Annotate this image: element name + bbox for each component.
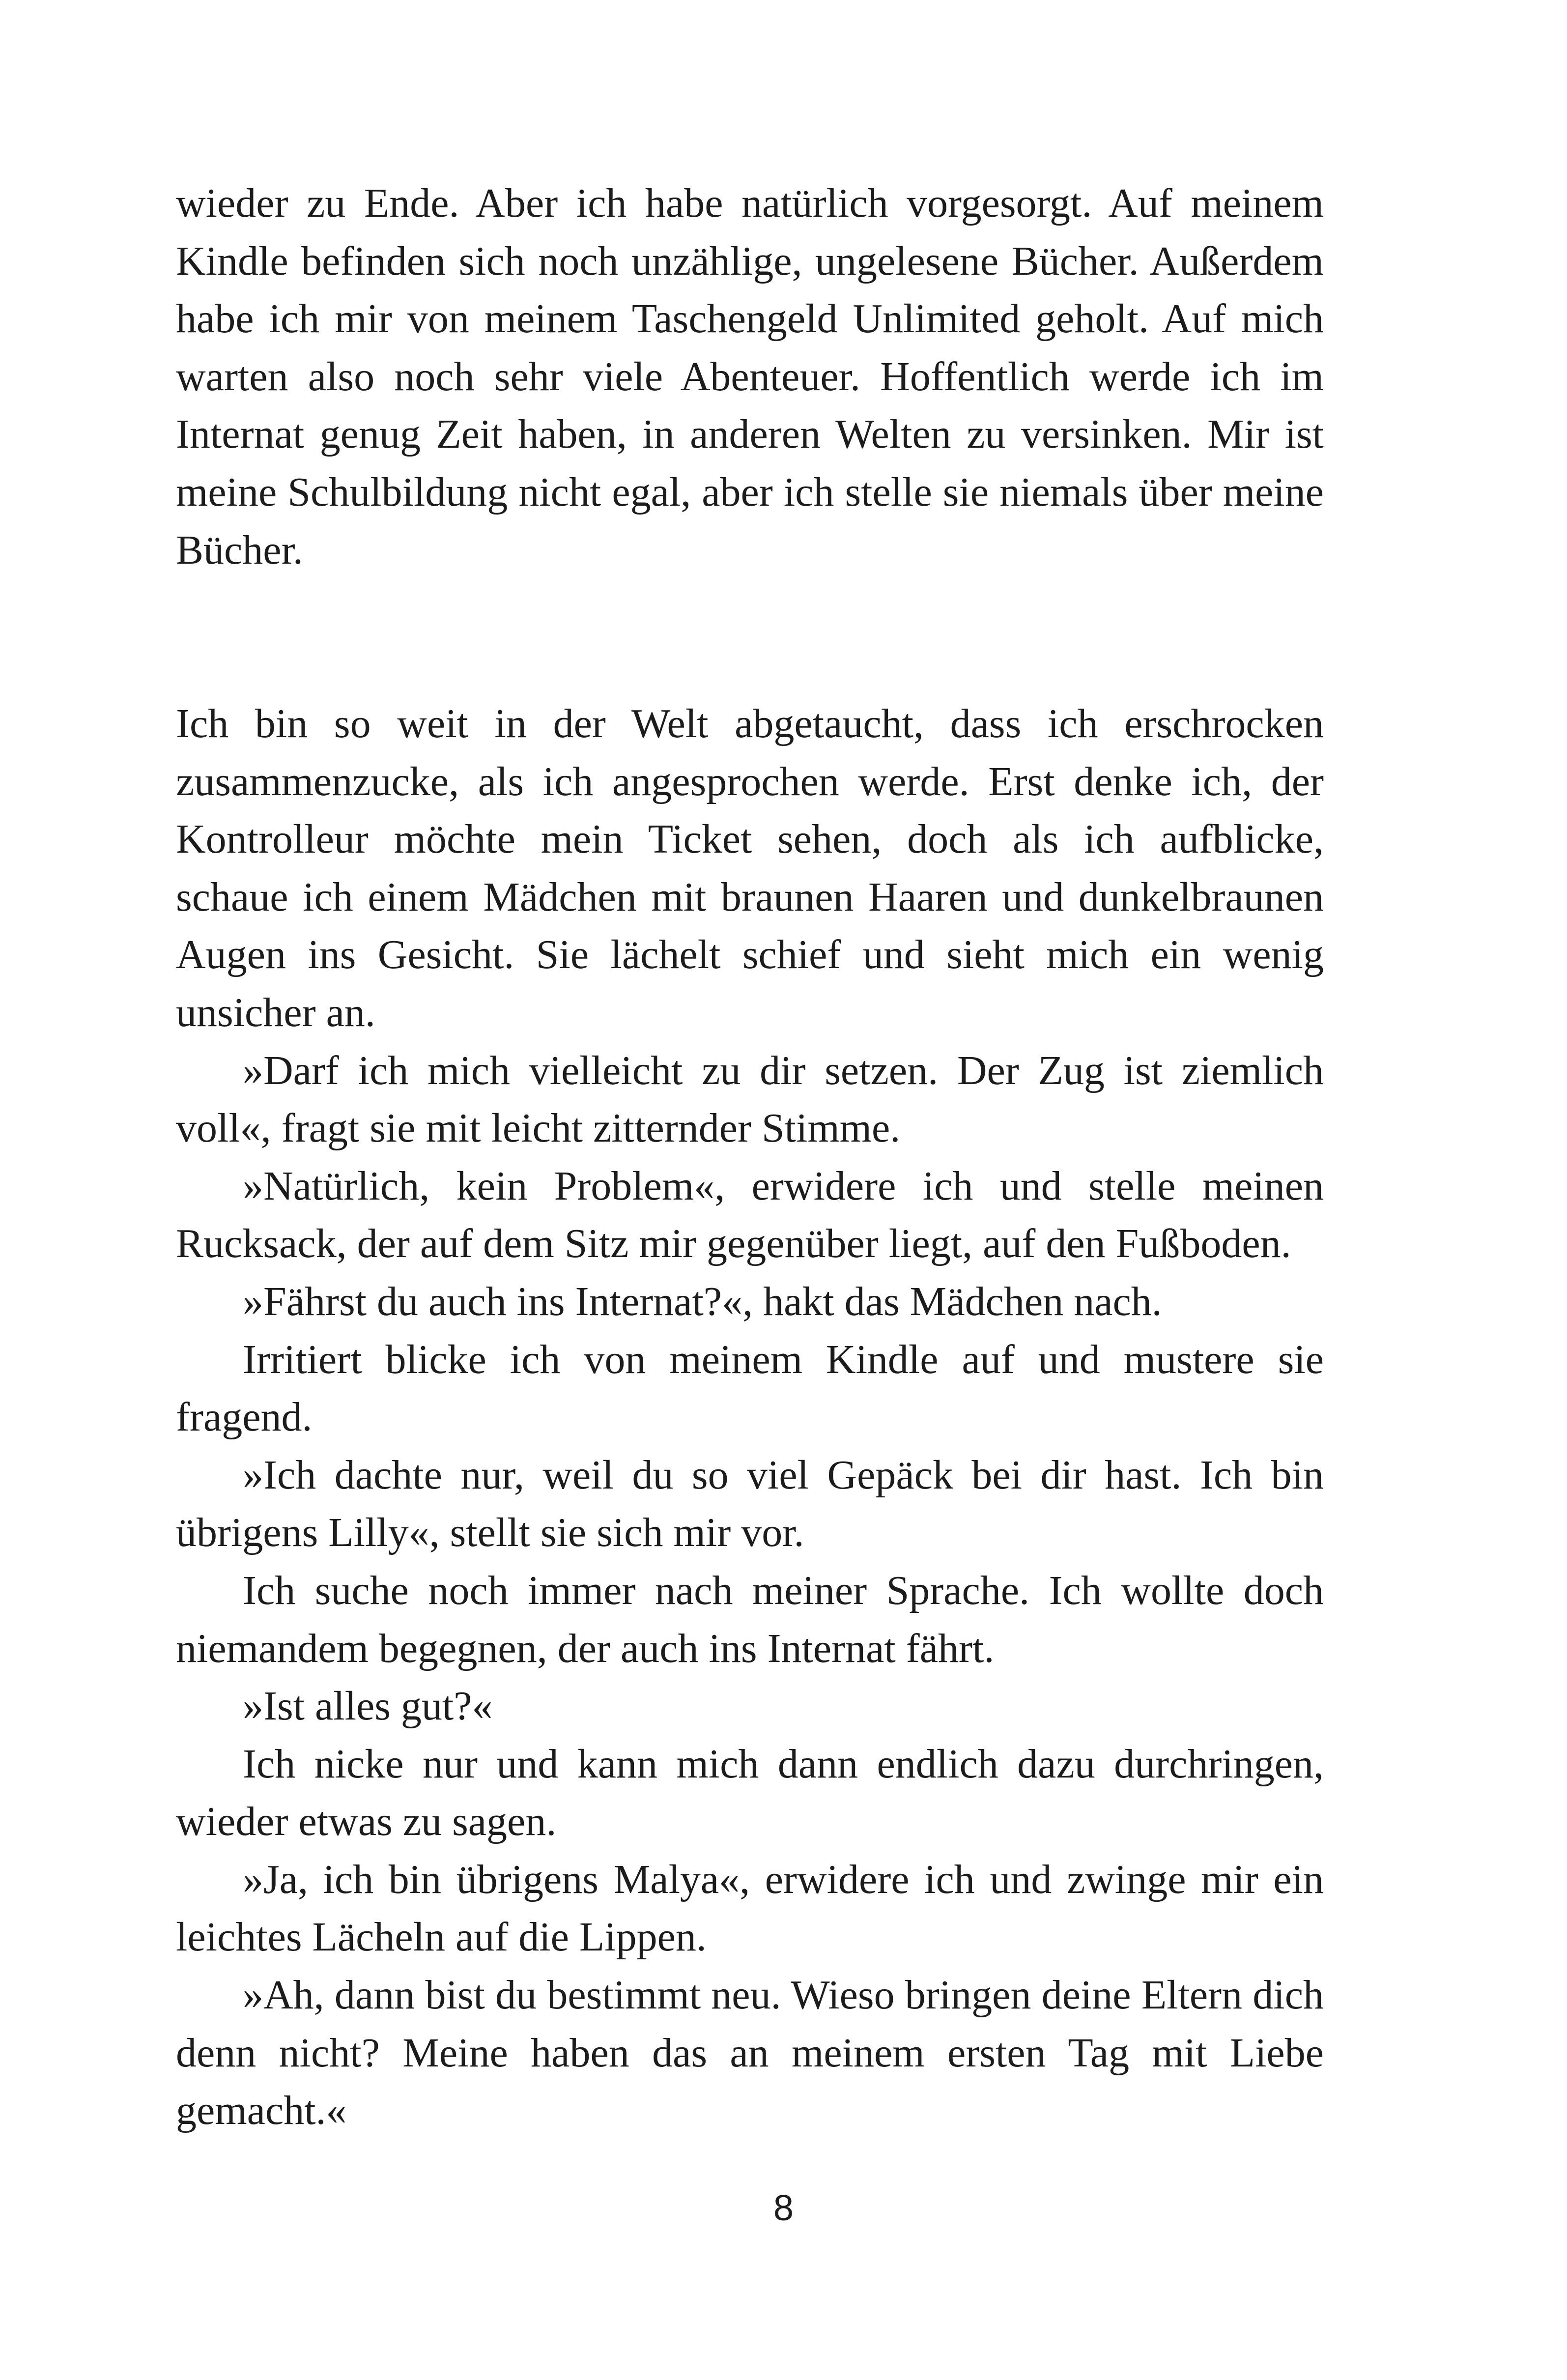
paragraph: Ich suche noch immer nach meiner Sprache. Ich wollte doch niemandem begegnen, der auch ins Internat fährt. — [176, 1567, 1324, 1671]
paragraph: »Ja, ich bin übrigens Malya«, erwidere ich und zwinge mir ein leichtes Lächeln auf die Lippen. — [176, 1856, 1324, 1960]
paragraph: »Darf ich mich vielleicht zu dir setzen. Der Zug ist ziemlich voll«, fragt sie mit leicht zitternder Stimme. — [176, 1047, 1324, 1151]
text-section-1 — [176, 174, 1324, 579]
paragraph: Irritiert blicke ich von meinem Kindle auf und mustere sie fragend. — [176, 1336, 1324, 1440]
paragraph: »Natürlich, kein Problem«, erwidere ich und stelle meinen Rucksack, der auf dem Sitz mir gegenüber liegt, auf den Fußboden. — [176, 1163, 1324, 1267]
paragraph: Ich nicke nur und kann mich dann endlich dazu durchringen, wieder etwas zu sagen. — [176, 1741, 1324, 1845]
paragraph: »Ich dachte nur, weil du so viel Gepäck bei dir hast. Ich bin übrigens Lilly«, stellt sie sich mir vor. — [176, 1452, 1324, 1556]
text-section-2 — [176, 695, 1324, 2140]
paragraph: »Ist alles gut?« — [243, 1683, 493, 1729]
paragraph: Ich bin so weit in der Welt abgetaucht, dass ich erschrocken zusammenzucke, als ich angesprochen werde. Erst denke ich, der Kontrolleur möchte mein Ticket sehen, doch als ich aufblicke, schaue ich einem Mädchen mit braunen Haaren und dunkelbraunen Augen ins Gesicht. Sie lächelt schief und sieht mich ein wenig unsicher an. — [176, 701, 1324, 1035]
page-number: 8 — [773, 2187, 794, 2228]
paragraph: »Fährst du auch ins Internat?«, hakt das Mädchen nach. — [243, 1278, 1162, 1324]
paragraph: »Ah, dann bist du bestimmt neu. Wieso bringen deine Eltern dich denn nicht? Meine haben das an meinem ersten Tag mit Liebe gemacht.« — [176, 1972, 1324, 2134]
paragraph: wieder zu Ende. Aber ich habe natürlich vorgesorgt. Auf meinem Kindle befinden sich noch unzählige, ungelesene Bücher. Außerdem habe ich mir von meinem Taschengeld Unlimited geholt. Auf mich warten also noch sehr viele Abenteuer. Hoffentlich werde ich im Internat genug Zeit haben, in anderen Welten zu versinken. Mir ist meine Schulbildung nicht egal, aber ich stelle sie niemals über meine Bücher. — [176, 180, 1324, 573]
